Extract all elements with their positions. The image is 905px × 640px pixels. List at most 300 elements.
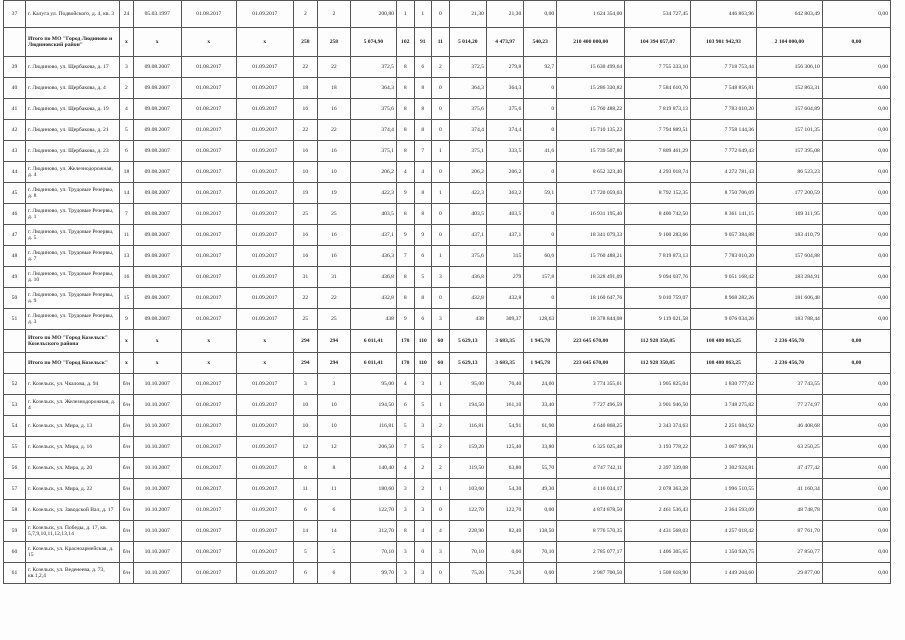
cell-planned-start-date: 01.08.2017	[181, 500, 236, 521]
cell-address: Итого по МО "Город Людиново и Людиновский район"	[25, 28, 119, 57]
cell-residents-count: 11	[293, 479, 317, 500]
table-row	[4, 288, 891, 309]
table-row	[4, 458, 891, 479]
cell-document-number: 16	[120, 267, 133, 288]
cell-row-number: 51	[4, 309, 26, 330]
cell-residents-count: 12	[293, 437, 317, 458]
cell-area-total: 140,40	[350, 458, 396, 479]
cell-residents-count-2: 16	[317, 246, 350, 267]
cell-rooms-total: 7	[396, 246, 414, 267]
cell-cost-total: 8 652 323,40	[557, 162, 625, 183]
cell-area-private: 125,40	[486, 437, 523, 458]
cell-area-total: 6 011,41	[350, 353, 396, 374]
cell-area-total: 437,1	[350, 225, 396, 246]
cell-rooms-private: 8	[414, 288, 432, 309]
cell-rooms-total: 8	[396, 288, 414, 309]
housing-program-table	[3, 0, 891, 584]
cell-local-budget: 87 761,70	[756, 521, 822, 542]
cell-rooms-private: 6	[414, 309, 432, 330]
cell-document-date: 09.08.2007	[133, 288, 181, 309]
cell-rooms-private: 3	[414, 416, 432, 437]
cell-cost-total: 4 116 034,17	[557, 479, 625, 500]
cell-rooms-private: 3	[414, 563, 432, 584]
cell-local-budget: 181 606,48	[756, 288, 822, 309]
cell-rooms-municipal: 0	[432, 500, 450, 521]
cell-planned-start-date: 01.08.2017	[181, 521, 236, 542]
cell-rooms-total: 9	[396, 309, 414, 330]
cell-planned-start-date: 01.08.2017	[181, 204, 236, 225]
cell-planned-end-date: 01.09.2017	[236, 246, 293, 267]
cell-fund-financing: 3 193 778,22	[625, 437, 691, 458]
cell-document-number: 3	[120, 57, 133, 78]
cell-area-total: 372,5	[350, 57, 396, 78]
cell-address: г. Козельск, ул. Мира, д. 16	[25, 437, 119, 458]
cell-planned-start-date: х	[181, 28, 236, 57]
cell-document-number: 15	[120, 288, 133, 309]
cell-area-municipal: 60,6	[524, 246, 557, 267]
cell-regional-budget: 4 272 781,43	[691, 162, 757, 183]
table-row	[4, 395, 891, 416]
cell-address: г. Людиново, ул. Трудовые Резервы, д. 7	[25, 246, 119, 267]
cell-extra-budget: 0,00	[822, 78, 890, 99]
cell-rooms-total: 7	[396, 437, 414, 458]
cell-rooms-municipal: 1	[432, 395, 450, 416]
cell-document-number: 14	[120, 183, 133, 204]
cell-area-municipal: 0,00	[524, 500, 557, 521]
cell-area-emergency: 375,6	[449, 246, 486, 267]
cell-rooms-private: 6	[414, 57, 432, 78]
cell-planned-end-date: 01.09.2017	[236, 395, 293, 416]
cell-extra-budget: 0,00	[822, 309, 890, 330]
cell-rooms-municipal: 0	[432, 78, 450, 99]
cell-rooms-private: 7	[414, 141, 432, 162]
table-row	[4, 563, 891, 584]
cell-area-total: 5 074,90	[350, 28, 396, 57]
cell-row-number: 42	[4, 120, 26, 141]
cell-fund-financing: 1 905 825,04	[625, 374, 691, 395]
cell-residents-count: 25	[293, 309, 317, 330]
cell-area-private: 309,37	[486, 309, 523, 330]
cell-local-budget: 48 748,78	[756, 500, 822, 521]
cell-rooms-total: 8	[396, 99, 414, 120]
table-row	[4, 500, 891, 521]
cell-fund-financing: 7 809 461,29	[625, 141, 691, 162]
total-row	[4, 28, 891, 57]
cell-area-private: 54,91	[486, 416, 523, 437]
cell-area-emergency: 403,5	[449, 204, 486, 225]
cell-extra-budget: 0,00	[822, 99, 890, 120]
cell-cost-total: 3 774 355,61	[557, 374, 625, 395]
cell-document-date: 09.08.2007	[133, 57, 181, 78]
cell-address: г. Людиново, ул. Трудовые Резервы, д. 10	[25, 267, 119, 288]
cell-rooms-municipal: 2	[432, 437, 450, 458]
cell-area-private: 3 683,35	[486, 353, 523, 374]
cell-area-total: 432,8	[350, 288, 396, 309]
cell-residents-count: 19	[293, 183, 317, 204]
cell-document-date: 10.10.2007	[133, 479, 181, 500]
cell-document-number: б/н	[120, 395, 133, 416]
cell-rooms-municipal: 0	[432, 204, 450, 225]
cell-fund-financing: 9 100 283,66	[625, 225, 691, 246]
cell-extra-budget: 0,00	[822, 542, 890, 563]
cell-planned-end-date: 01.09.2017	[236, 563, 293, 584]
cell-residents-count: 6	[293, 563, 317, 584]
cell-extra-budget: 0,00	[822, 374, 890, 395]
cell-rooms-municipal: 1	[432, 374, 450, 395]
cell-extra-budget: 0,00	[822, 330, 890, 353]
cell-regional-budget: 3 748 275,82	[691, 395, 757, 416]
cell-planned-end-date: 01.09.2017	[236, 78, 293, 99]
cell-area-municipal: 157,8	[524, 267, 557, 288]
cell-residents-count: 25	[293, 204, 317, 225]
table-row	[4, 78, 891, 99]
cell-address: г. Людиново, ул. Трудовые Резервы, д. 9	[25, 288, 119, 309]
cell-rooms-total: 170	[396, 330, 414, 353]
cell-area-total: 364,3	[350, 78, 396, 99]
cell-planned-end-date: 01.09.2017	[236, 521, 293, 542]
cell-rooms-private: 2	[414, 479, 432, 500]
cell-area-emergency: 436,8	[449, 267, 486, 288]
cell-area-emergency: 364,3	[449, 78, 486, 99]
cell-address: г. Калуга ул. Подвойского, д. 4, кв. 3	[25, 1, 119, 28]
cell-extra-budget: 0,00	[822, 1, 890, 28]
cell-area-emergency: 422,3	[449, 183, 486, 204]
cell-area-private: 3 683,35	[486, 330, 523, 353]
cell-local-budget: 63 250,25	[756, 437, 822, 458]
cell-extra-budget: 0,00	[822, 458, 890, 479]
cell-rooms-private: 9	[414, 225, 432, 246]
cell-rooms-private: 0	[414, 542, 432, 563]
cell-document-number: б/н	[120, 437, 133, 458]
cell-regional-budget: 1 449 204,60	[691, 563, 757, 584]
cell-fund-financing: 8 400 742,50	[625, 204, 691, 225]
cell-rooms-private: 8	[414, 78, 432, 99]
cell-residents-count-2: 10	[317, 395, 350, 416]
cell-planned-start-date: 01.08.2017	[181, 416, 236, 437]
cell-document-date: 05.03.1997	[133, 1, 181, 28]
cell-regional-budget: 7 772 649,43	[691, 141, 757, 162]
cell-address: г. Козельск, ул. Мира, д. 13	[25, 416, 119, 437]
cell-extra-budget: 0,00	[822, 437, 890, 458]
cell-rooms-total: 9	[396, 225, 414, 246]
cell-row-number: 53	[4, 395, 26, 416]
cell-row-number: 40	[4, 78, 26, 99]
cell-area-private: 206,2	[486, 162, 523, 183]
cell-address: г. Козельск, ул. Железнодорожная, д. 4	[25, 395, 119, 416]
cell-local-budget: 27 850,77	[756, 542, 822, 563]
cell-fund-financing: 7 584 610,70	[625, 78, 691, 99]
cell-row-number	[4, 330, 26, 353]
cell-regional-budget: 7 758 144,36	[691, 120, 757, 141]
cell-residents-count-2: 16	[317, 99, 350, 120]
cell-planned-end-date: 01.09.2017	[236, 309, 293, 330]
cell-residents-count: 16	[293, 246, 317, 267]
cell-residents-count-2: 18	[317, 78, 350, 99]
cell-area-total: 422,3	[350, 183, 396, 204]
cell-area-emergency: 374,4	[449, 120, 486, 141]
cell-area-emergency: 159,20	[449, 437, 486, 458]
table-row	[4, 416, 891, 437]
cell-rooms-private: 5	[414, 437, 432, 458]
cell-planned-start-date: 01.08.2017	[181, 309, 236, 330]
cell-area-municipal: 0	[524, 288, 557, 309]
table-row	[4, 141, 891, 162]
cell-row-number: 44	[4, 162, 26, 183]
table-row	[4, 479, 891, 500]
cell-rooms-total: 8	[396, 267, 414, 288]
cell-address: г. Людиново, ул. Трудовые Резервы, д. 3	[25, 309, 119, 330]
cell-document-date: 10.10.2007	[133, 500, 181, 521]
cell-rooms-private: 6	[414, 246, 432, 267]
cell-area-total: 206,50	[350, 437, 396, 458]
cell-planned-end-date: 01.09.2017	[236, 183, 293, 204]
cell-planned-end-date: х	[236, 28, 293, 57]
cell-residents-count-2: 22	[317, 120, 350, 141]
cell-planned-end-date: 01.09.2017	[236, 57, 293, 78]
cell-fund-financing: 112 928 350,05	[625, 330, 691, 353]
cell-planned-start-date: 01.08.2017	[181, 563, 236, 584]
cell-fund-financing: 3 901 946,50	[625, 395, 691, 416]
cell-area-emergency: 432,8	[449, 288, 486, 309]
cell-area-private: 4 473,97	[486, 28, 523, 57]
cell-area-emergency: 70,10	[449, 542, 486, 563]
cell-area-municipal: 128,63	[524, 309, 557, 330]
cell-area-municipal: 0	[524, 225, 557, 246]
cell-extra-budget: 0,00	[822, 500, 890, 521]
cell-planned-start-date: 01.08.2017	[181, 479, 236, 500]
cell-residents-count: 22	[293, 120, 317, 141]
cell-address: г. Людиново, ул. Щербакова, д. 21	[25, 120, 119, 141]
cell-planned-start-date: 01.08.2017	[181, 99, 236, 120]
total-row	[4, 353, 891, 374]
cell-document-date: 10.10.2007	[133, 542, 181, 563]
cell-area-municipal: 41,6	[524, 141, 557, 162]
cell-residents-count: 10	[293, 162, 317, 183]
cell-document-date: 10.10.2007	[133, 374, 181, 395]
cell-extra-budget: 0,00	[822, 120, 890, 141]
cell-rooms-municipal: 2	[432, 458, 450, 479]
cell-residents-count-2: 3	[317, 374, 350, 395]
cell-local-budget: 2 104 000,00	[756, 28, 822, 57]
cell-rooms-private: 3	[414, 374, 432, 395]
cell-residents-count: 258	[293, 28, 317, 57]
cell-extra-budget: 0,00	[822, 183, 890, 204]
cell-cost-total: 15 630 499,64	[557, 57, 625, 78]
cell-residents-count: 3	[293, 374, 317, 395]
cell-planned-end-date: 01.09.2017	[236, 225, 293, 246]
cell-row-number: 50	[4, 288, 26, 309]
cell-area-private: 279	[486, 267, 523, 288]
cell-area-total: 312,70	[350, 521, 396, 542]
cell-residents-count-2: 2	[317, 1, 350, 28]
cell-document-number: х	[120, 330, 133, 353]
cell-rooms-private: 5	[414, 395, 432, 416]
cell-rooms-municipal: 3	[432, 267, 450, 288]
cell-area-total: 375,6	[350, 99, 396, 120]
cell-residents-count: 16	[293, 225, 317, 246]
cell-rooms-private: 91	[414, 28, 432, 57]
cell-local-budget: 29 877,00	[756, 563, 822, 584]
cell-area-total: 116,81	[350, 416, 396, 437]
cell-regional-budget: 9 051 168,42	[691, 267, 757, 288]
cell-document-number: х	[120, 353, 133, 374]
cell-residents-count-2: 12	[317, 437, 350, 458]
cell-area-municipal: 1 945,78	[524, 330, 557, 353]
cell-rooms-private: 110	[414, 353, 432, 374]
cell-area-total: 438	[350, 309, 396, 330]
cell-area-municipal: 92,7	[524, 57, 557, 78]
cell-regional-budget: 2 364 593,09	[691, 500, 757, 521]
cell-document-number: б/н	[120, 416, 133, 437]
cell-document-number: 9	[120, 309, 133, 330]
cell-rooms-municipal: 1	[432, 246, 450, 267]
cell-local-budget: 642 803,49	[756, 1, 822, 28]
cell-regional-budget: 446 863,96	[691, 1, 757, 28]
cell-cost-total: 6 325 025,48	[557, 437, 625, 458]
cell-area-municipal: 33,40	[524, 395, 557, 416]
cell-extra-budget: 0,00	[822, 521, 890, 542]
cell-document-number: 13	[120, 246, 133, 267]
cell-row-number: 52	[4, 374, 26, 395]
cell-rooms-private: 8	[414, 183, 432, 204]
cell-residents-count: 2	[293, 1, 317, 28]
cell-address: г. Людиново, ул. Трудовые Резервы, д. 1	[25, 204, 119, 225]
cell-cost-total: 7 727 496,59	[557, 395, 625, 416]
cell-fund-financing: 7 819 873,13	[625, 246, 691, 267]
cell-cost-total: 4 640 868,25	[557, 416, 625, 437]
cell-residents-count-2: 19	[317, 183, 350, 204]
cell-area-emergency: 75,20	[449, 563, 486, 584]
cell-area-total: 403,5	[350, 204, 396, 225]
cell-area-private: 374,4	[486, 120, 523, 141]
cell-document-date: х	[133, 353, 181, 374]
cell-document-number: 2	[120, 78, 133, 99]
cell-document-date: х	[133, 28, 181, 57]
cell-extra-budget: 0,00	[822, 288, 890, 309]
cell-area-private: 161,10	[486, 395, 523, 416]
cell-residents-count-2: 258	[317, 28, 350, 57]
cell-residents-count-2: 6	[317, 563, 350, 584]
cell-address: г. Людиново, ул. Трудовые Резервы, д. 8	[25, 183, 119, 204]
cell-rooms-municipal: 0	[432, 120, 450, 141]
cell-planned-end-date: 01.09.2017	[236, 288, 293, 309]
cell-cost-total: 18 378 844,08	[557, 309, 625, 330]
cell-document-date: 09.08.2007	[133, 183, 181, 204]
cell-regional-budget: 108 480 863,25	[691, 330, 757, 353]
cell-residents-count: 14	[293, 521, 317, 542]
cell-regional-budget: 108 480 863,25	[691, 353, 757, 374]
cell-address: г. Людиново, ул. Щербакова, д. 19	[25, 99, 119, 120]
cell-document-number: б/н	[120, 500, 133, 521]
cell-rooms-municipal: 2	[432, 416, 450, 437]
cell-planned-start-date: 01.08.2017	[181, 78, 236, 99]
cell-rooms-total: 1	[396, 1, 414, 28]
cell-rooms-municipal: 0	[432, 225, 450, 246]
cell-address: г. Людиново, ул. Щербакова, д. 17	[25, 57, 119, 78]
cell-regional-budget: 1 996 510,55	[691, 479, 757, 500]
cell-area-emergency: 5 014,20	[449, 28, 486, 57]
cell-cost-total: 1 624 354,00	[557, 1, 625, 28]
cell-document-date: 10.10.2007	[133, 437, 181, 458]
cell-row-number: 54	[4, 416, 26, 437]
cell-row-number: 48	[4, 246, 26, 267]
cell-area-municipal: 0	[524, 162, 557, 183]
cell-planned-end-date: 01.09.2017	[236, 437, 293, 458]
cell-local-budget: 37 743,55	[756, 374, 822, 395]
cell-cost-total: 17 720 059,03	[557, 183, 625, 204]
cell-local-budget: 41 160,34	[756, 479, 822, 500]
cell-document-date: 09.08.2007	[133, 162, 181, 183]
cell-area-total: 200,80	[350, 1, 396, 28]
cell-rooms-total: 8	[396, 57, 414, 78]
cell-document-number: б/н	[120, 479, 133, 500]
cell-area-total: 375,1	[350, 141, 396, 162]
cell-residents-count-2: 31	[317, 267, 350, 288]
cell-area-private: 375,6	[486, 99, 523, 120]
cell-regional-budget: 2 302 924,81	[691, 458, 757, 479]
cell-row-number: 39	[4, 57, 26, 78]
cell-rooms-private: 3	[414, 500, 432, 521]
cell-residents-count: 8	[293, 458, 317, 479]
cell-residents-count: 5	[293, 542, 317, 563]
cell-planned-end-date: 01.09.2017	[236, 479, 293, 500]
cell-planned-end-date: 01.09.2017	[236, 500, 293, 521]
cell-cost-total: 2 987 700,50	[557, 563, 625, 584]
cell-local-budget: 183 284,91	[756, 267, 822, 288]
cell-residents-count: 22	[293, 57, 317, 78]
cell-fund-financing: 534 727,45	[625, 1, 691, 28]
table-row	[4, 162, 891, 183]
cell-row-number: 49	[4, 267, 26, 288]
cell-area-emergency: 103,60	[449, 479, 486, 500]
cell-extra-budget: 0,00	[822, 353, 890, 374]
cell-address: г. Людиново, ул. Щербакова, д. 4	[25, 78, 119, 99]
cell-area-emergency: 228,90	[449, 521, 486, 542]
cell-planned-end-date: 01.09.2017	[236, 542, 293, 563]
cell-area-municipal: 540,23	[524, 28, 557, 57]
cell-residents-count: 10	[293, 416, 317, 437]
cell-rooms-total: 170	[396, 353, 414, 374]
cell-area-emergency: 21,30	[449, 1, 486, 28]
cell-planned-end-date: 01.09.2017	[236, 99, 293, 120]
cell-document-number: 24	[120, 1, 133, 28]
cell-row-number: 60	[4, 542, 26, 563]
cell-residents-count-2: 6	[317, 500, 350, 521]
cell-row-number: 45	[4, 183, 26, 204]
cell-planned-end-date: 01.09.2017	[236, 141, 293, 162]
cell-extra-budget: 0,00	[822, 225, 890, 246]
cell-area-municipal: 24,60	[524, 374, 557, 395]
cell-fund-financing: 9 010 759,07	[625, 288, 691, 309]
total-row	[4, 330, 891, 353]
cell-area-private: 403,5	[486, 204, 523, 225]
cell-local-budget: 183 410,79	[756, 225, 822, 246]
cell-planned-end-date: 01.09.2017	[236, 458, 293, 479]
cell-extra-budget: 0,00	[822, 416, 890, 437]
cell-cost-total: 18 341 079,33	[557, 225, 625, 246]
cell-rooms-total: 4	[396, 162, 414, 183]
cell-area-municipal: 0	[524, 204, 557, 225]
table-row	[4, 99, 891, 120]
cell-area-municipal: 70,10	[524, 542, 557, 563]
cell-rooms-private: 2	[414, 458, 432, 479]
cell-local-budget: 46 408,68	[756, 416, 822, 437]
cell-fund-financing: 112 928 350,05	[625, 353, 691, 374]
cell-document-date: х	[133, 330, 181, 353]
cell-regional-budget: 8 361 141,15	[691, 204, 757, 225]
cell-fund-financing: 7 755 333,10	[625, 57, 691, 78]
cell-rooms-municipal: 3	[432, 309, 450, 330]
